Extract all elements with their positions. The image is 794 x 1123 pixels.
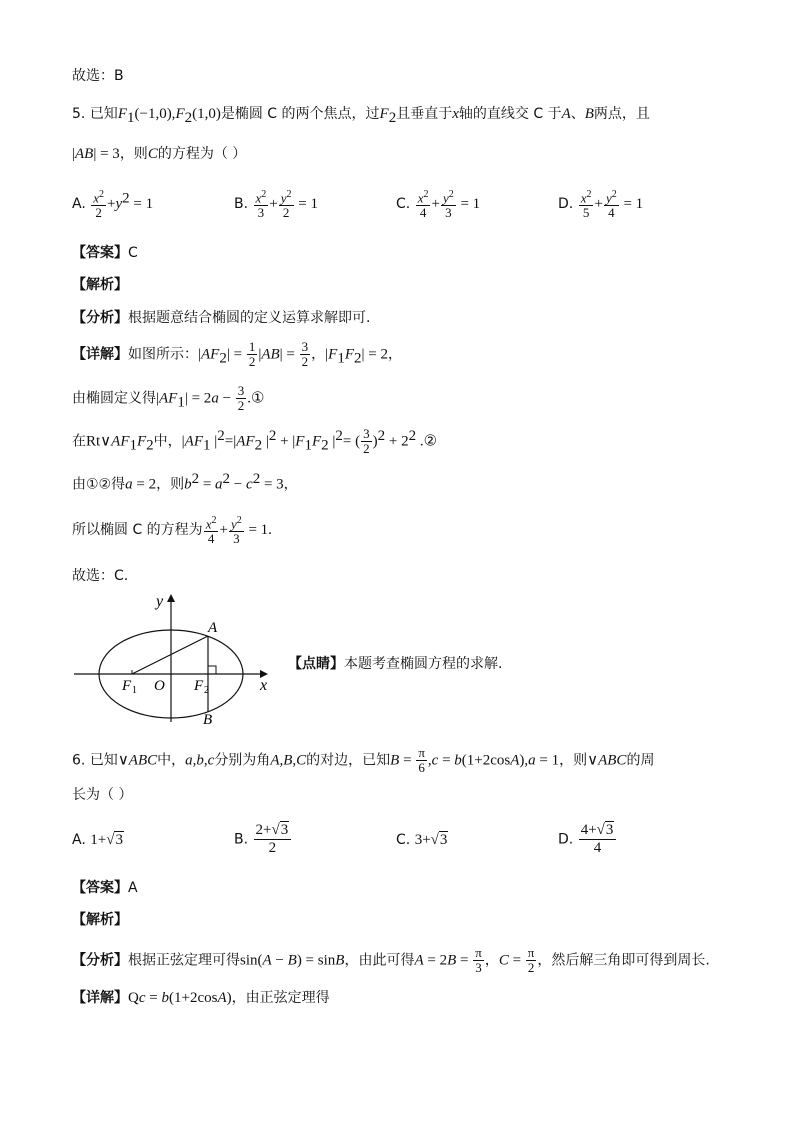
- q5-stem-line2: |AB| = 3，则C的方程为（ ）: [72, 146, 247, 162]
- q6-xiangjie: 【详解】Qc = b(1+2cosA)，由正弦定理得: [72, 990, 330, 1006]
- f1-label: F: [122, 678, 132, 694]
- f2-sub: 2: [204, 685, 209, 696]
- q6-stem-line1: 6. 已知∨ABC中，a,b,c分别为角A,B,C的对边，已知B = $\frac{\pi}{6}$ ,c = b(1+2cosA),a = 1，则∨ABC的周: [72, 745, 655, 775]
- q6-fenxi: 【分析】根据正弦定理可得sin(A − B) = sinB，由此可得A = 2B = $\frac{\pi}{3}$ ，C = $\frac{\pi}{2}$ ，然后解三角即可得到周长.: [72, 945, 710, 975]
- q5-answer: 【答案】C: [72, 245, 138, 261]
- o-label: O: [154, 678, 165, 694]
- ellipse-figure: [72, 590, 282, 730]
- a-label: A: [208, 620, 218, 636]
- q5-option-b[interactable]: B. $\frac{x^2}{3}$ + $\frac{y^2}{2}$ = 1: [234, 189, 319, 221]
- q5-step4: 由①②得a = 2，则$b^2 = a^2 - c^2 = 3$，: [72, 471, 298, 493]
- q6-answer: 【答案】A: [72, 880, 138, 896]
- q5-step2: 由椭圆定义得$|AF_1| = 2a$ − $\frac{3}{2}$ .①: [72, 383, 265, 413]
- q5-xiangjie-line1: 【详解】如图所示：$|AF_2|$ = $\frac{1}{2}$ |AB| = $\frac{3}{2}$ ，$|F_1F_2| = 2$，: [72, 339, 402, 369]
- segment-f1a: [132, 636, 208, 674]
- q5-dianjing: 【点睛】本题考查椭圆方程的求解.: [288, 656, 503, 672]
- q6-stem-line2: 长为（ ）: [72, 787, 133, 803]
- q6-option-d[interactable]: D. $\frac{4+√3}{4}$: [558, 822, 617, 857]
- right-angle-mark: [208, 666, 216, 674]
- q5-option-d[interactable]: D. $\frac{x^2}{5}$ + $\frac{y^2}{4}$ = 1: [558, 189, 644, 221]
- q5-step3: 在$Rt\vee AF_1F_2$中，$|AF_1$ $|^2=|AF_2$ $|^2 + |F_1F_2$ $|^2=$ ( $\frac{3}{2}$ )$^2 + 2^2$ .②: [72, 426, 438, 457]
- q6-analysis-tag: 【解析】: [72, 912, 128, 928]
- q5-analysis-tag: 【解析】: [72, 277, 128, 293]
- q5-fenxi: 【分析】根据题意结合椭圆的定义运算求解即可.: [72, 310, 371, 326]
- f1-sub: 1: [132, 685, 137, 696]
- y-axis-arrow: [167, 594, 175, 602]
- q6-option-a[interactable]: A. 1+√3: [72, 832, 123, 848]
- f2-label: F: [194, 678, 204, 694]
- q6-option-c[interactable]: C. 3+√3: [396, 832, 448, 848]
- q5-final: 故选：C.: [72, 568, 129, 584]
- x-label: x: [260, 677, 268, 694]
- q6-option-b[interactable]: B. $\frac{2+√3}{2}$: [234, 822, 292, 857]
- q5-stem-line1: 5. 已知$F_1(-1,0),F_2(1,0)$是椭圆 C 的两个焦点，过$F_2$且垂直于x轴的直线交 C 于A、B两点，且: [72, 106, 650, 126]
- q5-option-c[interactable]: C. $\frac{x^2}{4}$ + $\frac{y^2}{3}$ = 1: [396, 189, 481, 221]
- q5-option-a[interactable]: A. $\frac{x^2}{2}$ $+y^2 = 1$: [72, 189, 154, 221]
- prev-answer-line: 故选：B: [72, 68, 124, 84]
- b-label: B: [203, 712, 213, 728]
- q5-step5: 所以椭圆 C 的方程为 $\frac{x^2}{4}$ + $\frac{y^2}{3}$ = 1.: [72, 515, 272, 547]
- y-label: y: [156, 593, 164, 610]
